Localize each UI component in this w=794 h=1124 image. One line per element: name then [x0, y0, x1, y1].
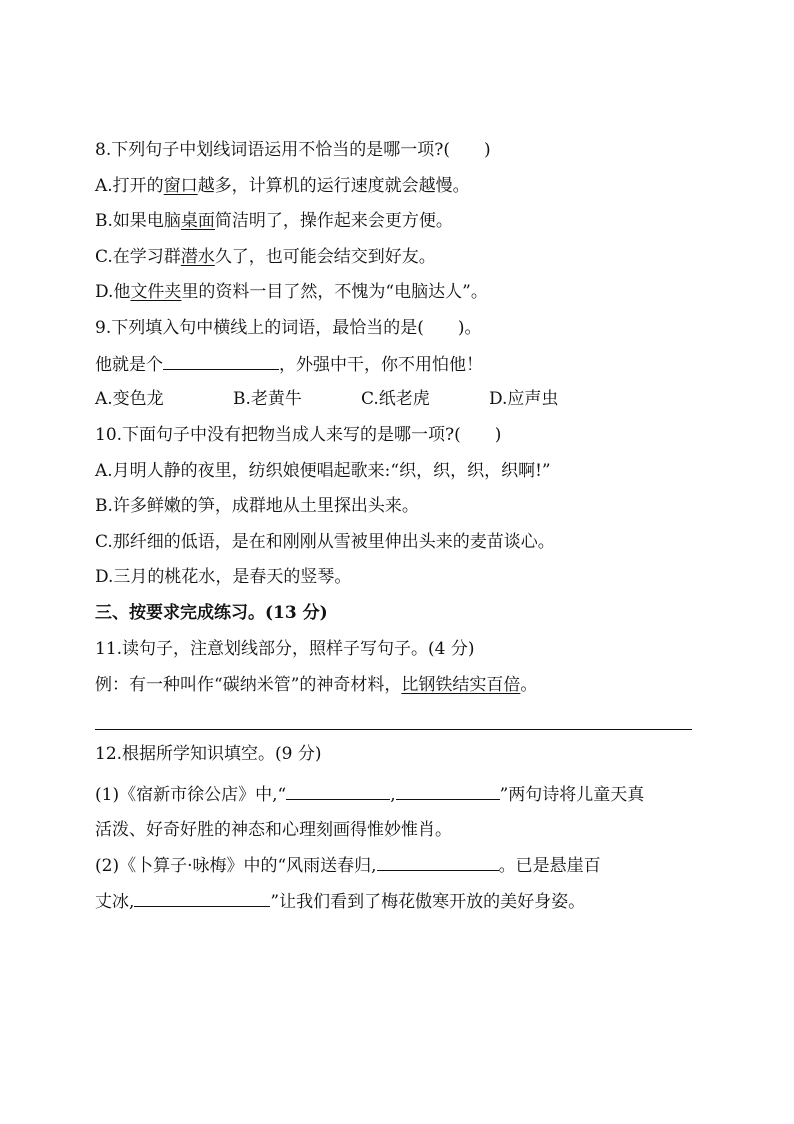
q9-option: A.变色龙	[95, 389, 164, 409]
q8-option-a: A.打开的窗口越多，计算机的运行速度就会越慢。	[95, 176, 470, 196]
underlined-phrase: 比钢铁结实百倍	[401, 675, 521, 695]
underlined-word: 窗口	[163, 176, 198, 196]
answer-blank[interactable]	[286, 782, 390, 800]
underlined-word: 潜水	[180, 247, 215, 267]
q11-example: 例：有一种叫作“碳纳米管”的神奇材料，比钢铁结实百倍。	[95, 675, 538, 695]
section-title: 三、按要求完成练习。(13 分)	[95, 603, 328, 623]
q8-option-b: B.如果电脑桌面简洁明了，操作起来会更方便。	[95, 211, 453, 231]
answer-blank[interactable]	[377, 853, 499, 871]
q10-option-d: D.三月的桃花水，是春天的竖琴。	[95, 567, 352, 587]
q9-option: B.老黄牛	[233, 389, 302, 409]
q9-option: D.应声虫	[489, 389, 559, 409]
q9-options	[95, 387, 558, 411]
q12-part1-line2: 活泼、好奇好胜的神态和心理刻画得惟妙惟肖。	[95, 820, 452, 840]
q10-option-c: C.那纤细的低语，是在和刚刚从雪被里伸出头来的麦苗谈心。	[95, 532, 555, 552]
q12-stem: 12.根据所学知识填空。(9 分)	[95, 744, 322, 764]
q11-answer-line[interactable]	[95, 729, 692, 730]
q9-stem: 9.下列填入句中横线上的词语，最恰当的是( )。	[95, 318, 482, 338]
answer-blank[interactable]	[163, 352, 279, 370]
underlined-word: 桌面	[180, 211, 215, 231]
q10-option-a: A.月明人静的夜里，纺织娘便唱起歌来:“织，织，织，织啊!”	[95, 461, 551, 481]
q12-part1-line1: (1)《宿新市徐公店》中,“ , ”两句诗将儿童天真	[95, 782, 644, 807]
q10-option-b: B.许多鲜嫩的笋，成群地从土里探出头来。	[95, 496, 419, 516]
q8-option-c: C.在学习群潜水久了，也可能会结交到好友。	[95, 247, 436, 267]
q9-option: C.纸老虎	[361, 389, 430, 409]
q12-part2-line1: (2)《卜算子·咏梅》中的“风雨送春归, 。已是悬崖百	[95, 853, 601, 878]
q9-sentence: 他就是个 ，外强中干，你不用怕他！	[95, 352, 483, 377]
q10-stem: 10.下面句子中没有把物当成人来写的是哪一项?( )	[95, 425, 502, 445]
answer-blank[interactable]	[396, 782, 500, 800]
q8-stem: 8.下列句子中划线词语运用不恰当的是哪一项?( )	[95, 140, 491, 160]
answer-blank[interactable]	[134, 889, 270, 907]
q11-stem: 11.读句子，注意划线部分，照样子写句子。(4 分)	[95, 639, 475, 659]
underlined-word: 文件夹	[130, 282, 182, 302]
q8-option-d: D.他文件夹里的资料一目了然，不愧为“电脑达人”。	[95, 282, 488, 302]
q12-part2-line2: 丈冰, ”让我们看到了梅花傲寒开放的美好身姿。	[95, 889, 585, 914]
